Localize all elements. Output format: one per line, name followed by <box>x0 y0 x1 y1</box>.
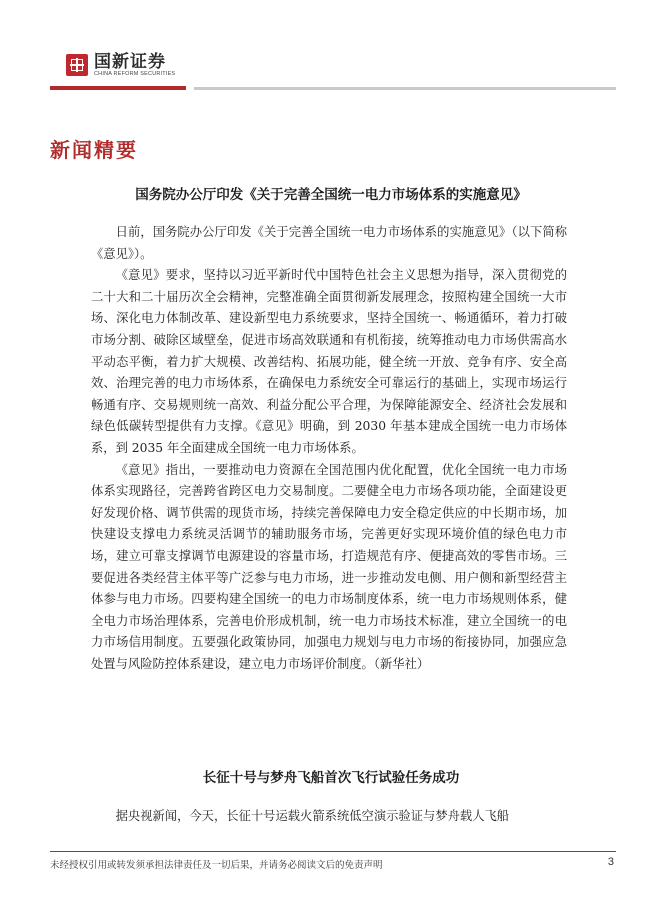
header-rule-grey <box>194 87 616 90</box>
article-2-title: 长征十号与梦舟飞船首次飞行试验任务成功 <box>202 770 460 786</box>
logo-name-cn: 国新证券 <box>94 51 166 72</box>
company-logo <box>66 52 175 78</box>
article-1-paragraph-3: 《意见》指出，一要推动电力资源在全国范围内优化配置，优化全国统一电力市场体系实现路径，完善跨省跨区电力交易制度。二要健全电力市场各项功能，全面建设更好发现价格、调节供需的现货市场，持续完善保障电力安全稳定供应的中长期市场，加快建设支撑电力系统灵活调节的辅助服务市场，完善更好实现环境价值的绿色电力市场，建立可靠支撑调节电源建设的容量市场，打造规范有序、便捷高效的零售市场。三要促进各类经营主体平等广泛参与电力市场，进一步推动发电侧、用户侧和新型经营主体参与电力市场。四要构建全国统一的电力市场制度体系，统一电力市场规则体系，健全电力市场治理体系，完善电价形成机制，统一电力市场技术标准，建立全国统一的电力市场信用制度。五要强化政策协同，加强电力规划与电力市场的衔接协同，加强应急处置与风险防控体系建设，建立电力市场评价制度。（新华社） <box>91 462 567 671</box>
article-1-title: 国务院办公厅印发《关于完善全国统一电力市场体系的实施意见》 <box>135 187 527 203</box>
logo-text <box>94 53 175 78</box>
article-2-body <box>91 806 567 828</box>
article-1-paragraph-2: 《意见》要求，坚持以习近平新时代中国特色社会主义思想为指导，深入贯彻党的二十大和二十届历次全会精神，完整准确全面贯彻新发展理念，按照构建全国统一大市场、深化电力体制改革、建设新型电力系统要求，坚持全国统一、畅通循环，着力打破市场分割、破除区域壁垒，促进市场高效联通和有机衔接，统筹推动电力市场供需高水平动态平衡，着力扩大规模、改善结构、拓展功能，健全统一开放、竞争有序、安全高效、治理完善的电力市场体系，在确保电力系统安全可靠运行的基础上，实现市场运行畅通有序、交易规则统一高效、利益分配公平合理，为保障能源安全、经济社会发展和绿色低碳转型提供有力支撑。《意见》明确，到 2030 年基本建成全国统一电力市场体系，到 2035 年全面建成全国统一电力市场体系。 <box>91 268 567 455</box>
footer-disclaimer: 未经授权引用或转发须承担法律责任及一切后果，并请务必阅读文后的免责声明 <box>50 860 383 871</box>
section-title: 新闻精要 <box>50 138 138 162</box>
company-logo-mark-icon <box>66 54 88 76</box>
article-1-paragraph-1: 日前，国务院办公厅印发《关于完善全国统一电力市场体系的实施意见》（以下简称《意见》）。 <box>91 225 567 261</box>
page-number: 3 <box>607 856 614 868</box>
logo-name-en: CHINA REFORM SECURITIES <box>94 70 176 77</box>
footer-rule <box>50 851 616 852</box>
header-rule-red <box>50 86 186 90</box>
article-1-body <box>91 222 567 675</box>
page-header <box>0 0 662 100</box>
article-2-paragraph-1: 据央视新闻，今天，长征十号运载火箭系统低空演示验证与梦舟载人飞船 <box>115 809 510 823</box>
